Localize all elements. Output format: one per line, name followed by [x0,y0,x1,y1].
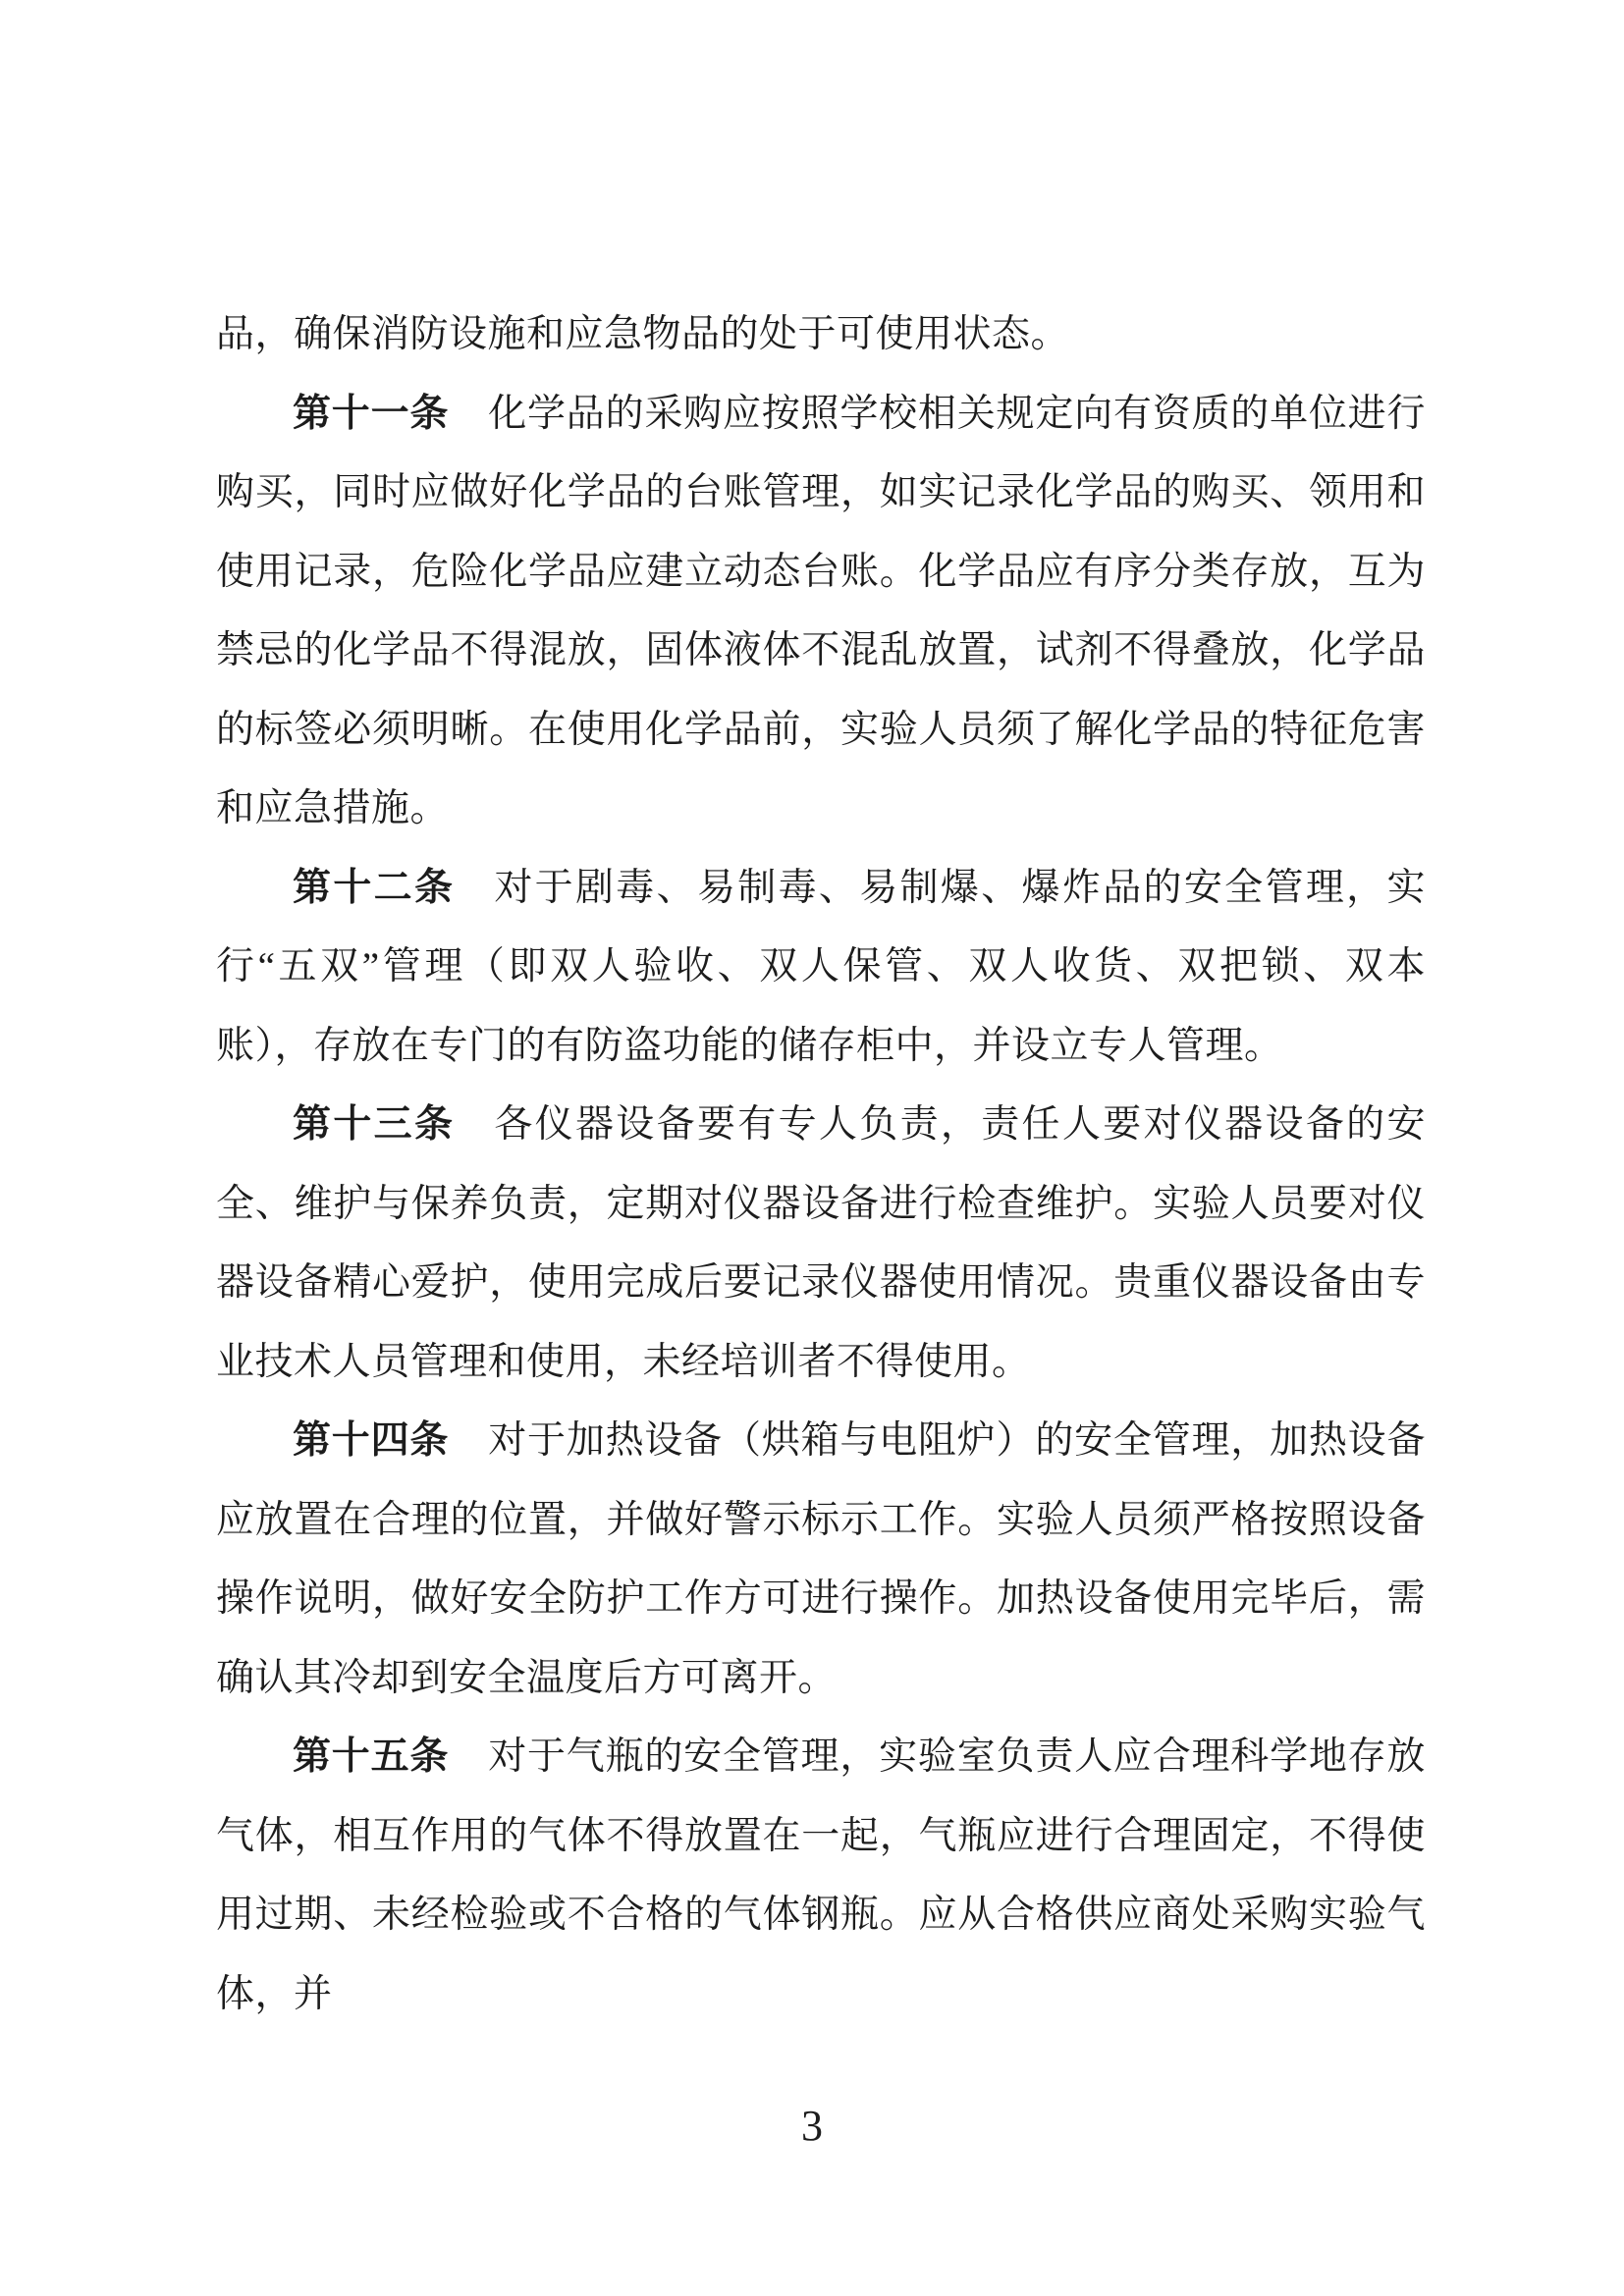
article-14-text: 对于加热设备（烘箱与电阻炉）的安全管理，加热设备应放置在合理的位置，并做好警示标示工作。实验人员须严格按照设备操作说明，做好安全防护工作方可进行操作。加热设备使用完毕后，需确认其冷却到安全温度后方可离开。 [216,1419,1426,1699]
page-number: 3 [801,2102,823,2150]
article-13-text: 各仪器设备要有专人负责，责任人要对仪器设备的安全、维护与保养负责，定期对仪器设备进行检查维护。实验人员要对仪器设备精心爱护，使用完成后要记录仪器使用情况。贵重仪器设备由专业技术人员管理和使用，未经培训者不得使用。 [216,1103,1426,1383]
paragraph-article-15 [216,1718,1426,2034]
paragraph-article-12 [216,849,1426,1087]
article-11-heading: 第十一条 [293,392,450,435]
article-13-heading: 第十三条 [293,1103,456,1146]
article-12-heading: 第十二条 [293,866,456,909]
article-11-text: 化学品的采购应按照学校相关规定向有资质的单位进行购买，同时应做好化学品的台账管理，如实记录化学品的购买、领用和使用记录，危险化学品应建立动态台账。化学品应有序分类存放，互为禁忌的化学品不得混放，固体液体不混乱放置，试剂不得叠放，化学品的标签必须明晰。在使用化学品前，实验人员须了解化学品的特征危害和应急措施。 [216,392,1426,829]
article-15-heading: 第十五条 [293,1735,450,1778]
paragraph-continuation-text: 品，确保消防设施和应急物品的处于可使用状态。 [216,313,1070,355]
article-15-text: 对于气瓶的安全管理，实验室负责人应合理科学地存放气体，相互作用的气体不得放置在一起，气瓶应进行合理固定，不得使用过期、未经检验或不合格的气体钢瓶。应从合格供应商处采购实验气体，并 [216,1735,1426,2015]
article-14-heading: 第十四条 [293,1419,450,1462]
paragraph-article-14 [216,1402,1426,1718]
paragraph-continuation [216,295,1426,375]
paragraph-article-13 [216,1086,1426,1402]
article-12-text: 对于剧毒、易制毒、易制爆、爆炸品的安全管理，实行“五双”管理（即双人验收、双人保管、双人收货、双把锁、双本账），存放在专门的有防盗功能的储存柜中，并设立专人管理。 [216,866,1426,1067]
paragraph-article-11 [216,375,1426,849]
document-body [216,295,1426,2034]
